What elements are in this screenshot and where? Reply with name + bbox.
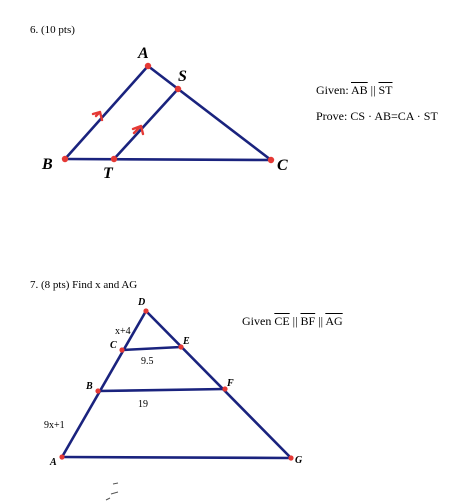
segment-st (114, 89, 178, 159)
segment-ce-label: $\overline{CE}$ (274, 314, 290, 328)
label-f: F (227, 378, 234, 389)
measure-ab: 9x+1 (44, 420, 65, 431)
label-d: D (138, 297, 146, 308)
segment-st-label: $\overline{ST}$ (378, 83, 393, 97)
measure-ce: 9.5 (141, 356, 154, 367)
point-g (288, 455, 293, 460)
parallel-arrow-ab (93, 112, 102, 120)
measure-dc: x+4 (115, 326, 131, 337)
segment-ag (62, 457, 291, 458)
segment-bc (65, 159, 271, 160)
label-a: A (50, 457, 57, 468)
point-b (95, 388, 100, 393)
label-b: B (86, 381, 93, 392)
point-c (119, 347, 124, 352)
given-prefix: Given: (316, 83, 351, 97)
point-c (268, 157, 274, 163)
measure-bf: 19 (138, 399, 148, 410)
triangle-adg-figure (44, 297, 303, 468)
segment-bf-label: $\overline{BF}$ (300, 314, 316, 328)
segment-ag-label: $\overline{AG}$ (325, 314, 343, 328)
point-d (143, 308, 148, 313)
label-c: C (277, 157, 288, 174)
label-b: B (42, 156, 53, 173)
problem6-title: 6. (10 pts) (30, 24, 75, 36)
segment-bf (98, 389, 225, 391)
stray-mark (106, 483, 118, 500)
label-a: A (138, 45, 149, 62)
triangle-abc-figure (41, 45, 288, 182)
label-c: C (110, 340, 117, 351)
parallel-symbol: || (315, 314, 326, 328)
point-s (175, 86, 181, 92)
parallel-symbol: || (367, 83, 379, 97)
given-prefix: Given (242, 314, 275, 328)
label-e: E (183, 336, 190, 347)
label-t: T (103, 165, 113, 182)
label-g: G (295, 455, 303, 466)
segment-ab (65, 66, 148, 159)
problem7-title: 7. (8 pts) Find x and AG (30, 279, 138, 291)
segment-ac (148, 66, 271, 160)
point-b (62, 156, 68, 162)
parallel-symbol: || (289, 314, 301, 328)
point-t (111, 156, 117, 162)
segment-ce (122, 347, 181, 350)
point-a (59, 454, 64, 459)
problem6-prove: Prove: CS · AB=CA · ST (316, 109, 438, 123)
segment-ad (62, 311, 146, 457)
segment-ab-label: $\overline{AB}$ (351, 83, 368, 97)
segment-dg (146, 311, 291, 458)
point-a (145, 63, 151, 69)
label-s: S (178, 68, 187, 85)
